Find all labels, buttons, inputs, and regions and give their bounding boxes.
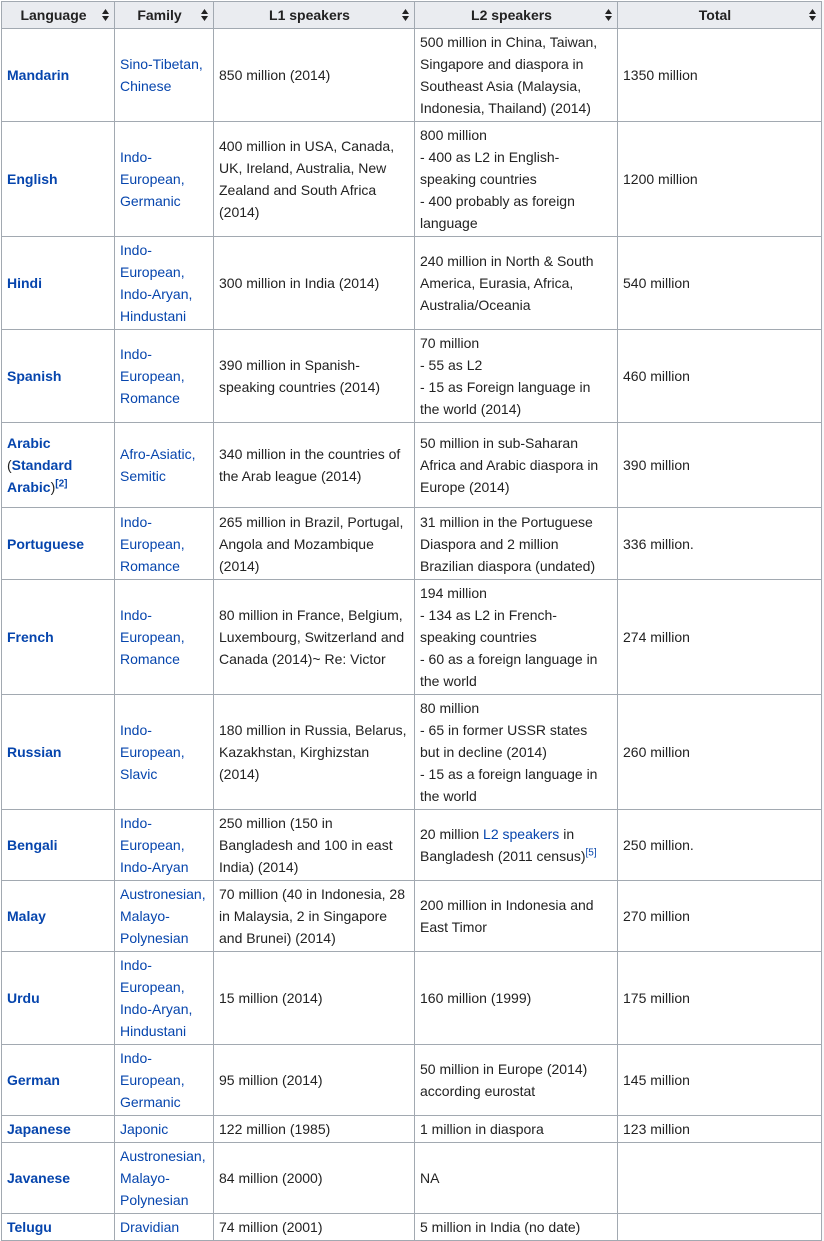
cell-line: East Timor: [420, 919, 487, 935]
family-link[interactable]: European,: [120, 264, 185, 280]
family-link[interactable]: Indo-: [120, 607, 152, 623]
l1-speakers-cell: [214, 1214, 415, 1241]
l2-speakers-cell: [415, 881, 618, 952]
cell-line: (2014): [219, 204, 260, 220]
cell-line: the world: [420, 673, 477, 689]
family-cell: [115, 881, 214, 952]
language-link[interactable]: Urdu: [7, 990, 40, 1006]
cell-line: 850 million (2014): [219, 67, 331, 83]
family-link[interactable]: European,: [120, 979, 185, 995]
cell-line: Indonesia, Thailand) (2014): [420, 100, 591, 116]
family-link[interactable]: European,: [120, 1072, 185, 1088]
reference-link[interactable]: [5]: [585, 847, 597, 859]
sort-arrows-icon[interactable]: [201, 9, 208, 21]
cell-line: speaking countries (2014): [219, 379, 381, 395]
family-cell: [115, 122, 214, 237]
family-link[interactable]: Romance: [120, 557, 180, 574]
cell-line: 50 million in Europe (2014): [420, 1061, 588, 1077]
family-cell: [115, 695, 214, 810]
total-cell: 260 million: [618, 695, 822, 810]
family-link[interactable]: Indo-: [120, 1050, 152, 1066]
family-link[interactable]: Indo-Aryan,: [120, 286, 193, 302]
table-row: [2, 1214, 822, 1241]
cell-line: Africa and Arabic diaspora in: [420, 457, 599, 473]
cell-line: 240 million in North & South: [420, 253, 594, 269]
total-cell: 175 million: [618, 952, 822, 1045]
cell-line: in Malaysia, 2 in Singapore: [219, 908, 388, 924]
total-cell: [618, 1214, 822, 1241]
family-cell: [115, 29, 214, 122]
l2-speakers-cell: [415, 330, 618, 423]
cell-line: speaking countries: [420, 629, 537, 645]
total-cell: 1350 million: [618, 29, 822, 122]
l1-speakers-cell: [214, 423, 415, 508]
l2-speakers-cell: [415, 1116, 618, 1143]
table-row: [2, 122, 822, 237]
cell-line: 300 million in India (2014): [219, 275, 380, 291]
cell-line: Canada (2014)~ Re: Victor: [219, 651, 386, 667]
cell-line: Zealand and South Africa: [219, 182, 377, 198]
family-cell: [115, 1143, 214, 1214]
total-cell: 145 million: [618, 1045, 822, 1116]
table-row: [2, 1045, 822, 1116]
table-row: [2, 810, 822, 881]
family-link[interactable]: Afro-Asiatic,: [120, 446, 196, 462]
cell-line: 800 million: [420, 127, 487, 143]
family-cell: [115, 237, 214, 330]
language-cell: [2, 508, 115, 580]
family-cell: [115, 580, 214, 695]
reference-link[interactable]: [2]: [55, 478, 68, 490]
cell-line: - 15 as Foreign language in: [420, 379, 591, 395]
language-link[interactable]: Mandarin: [7, 67, 70, 83]
family-link[interactable]: Indo-Aryan: [120, 859, 189, 875]
language-link[interactable]: English: [7, 171, 58, 187]
cell-line: Luxembourg, Switzerland and: [219, 629, 405, 645]
family-cell: [115, 1214, 214, 1241]
cell-text: 20 million: [420, 826, 484, 842]
family-link[interactable]: Polynesian: [120, 1192, 189, 1208]
family-link[interactable]: Hindustani: [120, 1023, 187, 1039]
cell-line: - 55 as L2: [420, 357, 483, 373]
language-cell: [2, 237, 115, 330]
l2-speakers-cell: [415, 1214, 618, 1241]
family-link[interactable]: Indo-: [120, 815, 152, 831]
language-cell: [2, 810, 115, 881]
family-cell: [115, 1045, 214, 1116]
cell-line: - 65 in former USSR states: [420, 722, 588, 738]
language-cell: [2, 29, 115, 122]
language-cell: [2, 1143, 115, 1214]
cell-line: 95 million (2014): [219, 1072, 323, 1088]
language-link[interactable]: Javanese: [7, 1170, 71, 1186]
l1-speakers-cell: [214, 237, 415, 330]
l2-speakers-link[interactable]: L2 speakers: [483, 826, 560, 842]
language-link[interactable]: German: [7, 1072, 60, 1088]
cell-line: India) (2014): [219, 859, 299, 875]
cell-line: 340 million in the countries of: [219, 446, 401, 462]
header-l1-speakers[interactable]: L1 speakers: [214, 2, 415, 29]
l2-speakers-cell: [415, 122, 618, 237]
cell-line: and Brunei) (2014): [219, 930, 336, 946]
table-row: [2, 1143, 822, 1214]
family-link[interactable]: Indo-: [120, 242, 152, 258]
total-cell: [618, 1143, 822, 1214]
family-link[interactable]: Indo-: [120, 149, 152, 165]
standard-arabic-link[interactable]: Arabic: [7, 479, 51, 495]
family-link[interactable]: Slavic: [120, 766, 158, 782]
language-variant: [7, 457, 72, 495]
language-link[interactable]: French: [7, 629, 54, 645]
language-cell: [2, 952, 115, 1045]
family-link[interactable]: Semitic: [120, 468, 166, 484]
cell-line: - 60 as a foreign language in: [420, 651, 598, 667]
family-link[interactable]: Japonic: [120, 1121, 169, 1137]
total-cell: 336 million.: [618, 508, 822, 580]
sort-arrows-icon[interactable]: [605, 9, 612, 21]
language-link[interactable]: Russian: [7, 744, 62, 760]
l2-speakers-cell: [415, 695, 618, 810]
cell-line: 1 million in diaspora: [420, 1121, 544, 1137]
l1-speakers-cell: [214, 1143, 415, 1214]
cell-text: in: [559, 826, 575, 842]
language-cell: [2, 1116, 115, 1143]
cell-line: 265 million in Brazil, Portugal,: [219, 513, 404, 530]
family-link[interactable]: Malayo-: [120, 908, 170, 924]
family-link[interactable]: Germanic: [120, 1094, 181, 1110]
table-row: [2, 952, 822, 1045]
cell-line: 80 million: [420, 700, 480, 716]
table-row: [2, 580, 822, 695]
cell-line: Australia/Oceania: [420, 297, 531, 313]
cell-line: speaking countries: [420, 171, 537, 187]
family-link[interactable]: European,: [120, 744, 185, 760]
family-link[interactable]: Indo-: [120, 513, 152, 530]
cell-line: the world (2014): [420, 401, 522, 417]
sort-arrows-icon[interactable]: [809, 9, 816, 21]
l1-speakers-cell: [214, 952, 415, 1045]
family-link[interactable]: European,: [120, 368, 185, 384]
l1-speakers-cell: [214, 1045, 415, 1116]
l1-speakers-cell: [214, 695, 415, 810]
language-link[interactable]: Hindi: [7, 275, 42, 291]
cell-line: Angola and Mozambique: [219, 535, 374, 552]
cell-line: Singapore and diaspora in: [420, 56, 584, 72]
total-cell: 390 million: [618, 423, 822, 508]
cell-line: 5 million in India (no date): [420, 1219, 581, 1235]
family-link[interactable]: Romance: [120, 651, 180, 667]
cell-line: Kazakhstan, Kirghizstan: [219, 744, 370, 760]
language-link[interactable]: Arabic: [7, 435, 51, 451]
family-link[interactable]: Indo-: [120, 957, 152, 973]
cell-line: Bangladesh and 100 in east: [219, 837, 393, 853]
language-cell: [2, 1214, 115, 1241]
cell-line: - 400 as L2 in English-: [420, 149, 560, 165]
family-link[interactable]: Dravidian: [120, 1219, 180, 1235]
language-link[interactable]: Portuguese: [7, 535, 85, 552]
cell-line: 194 million: [420, 585, 487, 601]
cell-line: the world: [420, 788, 477, 804]
cell-line: language: [420, 215, 478, 231]
l2-speakers-cell: [415, 952, 618, 1045]
paren-close: ): [50, 479, 56, 495]
family-cell: [115, 1116, 214, 1143]
l1-speakers-cell: [214, 29, 415, 122]
cell-line: - 400 probably as foreign: [420, 193, 575, 209]
cell-line: NA: [420, 1170, 440, 1186]
cell-line: 500 million in China, Taiwan,: [420, 34, 598, 50]
total-cell: 274 million: [618, 580, 822, 695]
family-link[interactable]: Sino-Tibetan,: [120, 56, 203, 72]
table-row: [2, 1116, 822, 1143]
family-link[interactable]: Malayo-: [120, 1170, 170, 1186]
family-link[interactable]: Hindustani: [120, 308, 187, 324]
cell-line: 50 million in sub-Saharan: [420, 435, 578, 451]
cell-line: according eurostat: [420, 1083, 536, 1099]
table-row: [2, 29, 822, 122]
cell-line: - 15 as a foreign language in: [420, 766, 598, 782]
cell-line: 74 million (2001): [219, 1219, 323, 1235]
l2-speakers-cell: [415, 1045, 618, 1116]
cell-line: America, Eurasia, Africa,: [420, 275, 574, 291]
cell-line: 80 million in France, Belgium,: [219, 607, 403, 623]
table-row: [2, 237, 822, 330]
cell-line: 70 million: [420, 335, 480, 351]
cell-line: 250 million (150 in: [219, 815, 333, 831]
cell-line: 31 million in the Portuguese: [420, 513, 593, 530]
language-link[interactable]: Japanese: [7, 1121, 71, 1137]
family-link[interactable]: Indo-Aryan,: [120, 1001, 193, 1017]
table-row: [2, 695, 822, 810]
cell-line: but in decline (2014): [420, 744, 547, 760]
languages-table: [1, 1, 822, 1241]
total-cell: 460 million: [618, 330, 822, 423]
l1-speakers-cell: [214, 881, 415, 952]
header-l2-speakers[interactable]: L2 speakers: [415, 2, 618, 29]
language-link[interactable]: Malay: [7, 908, 46, 924]
table-row: [2, 881, 822, 952]
cell-line: - 134 as L2 in French-: [420, 607, 557, 623]
cell-line: Brazilian diaspora (undated): [420, 557, 596, 574]
l1-speakers-cell: [214, 810, 415, 881]
cell-text: Bangladesh (2011 census): [420, 848, 586, 864]
family-link[interactable]: European,: [120, 629, 185, 645]
l2-speakers-cell: [415, 29, 618, 122]
l2-speakers-cell: [415, 423, 618, 508]
cell-line: Diaspora and 2 million: [420, 535, 559, 552]
header-total[interactable]: Total: [618, 2, 822, 29]
cell-line: 122 million (1985): [219, 1121, 331, 1137]
table-row: [2, 330, 822, 423]
family-cell: [115, 330, 214, 423]
family-link[interactable]: Chinese: [120, 78, 172, 94]
table-row: [2, 423, 822, 508]
l2-speakers-cell: [415, 508, 618, 580]
total-cell: 123 million: [618, 1116, 822, 1143]
l1-speakers-cell: [214, 580, 415, 695]
language-cell: [2, 423, 115, 508]
family-cell: [115, 952, 214, 1045]
header-row: [2, 2, 822, 29]
language-cell: [2, 1045, 115, 1116]
language-cell: [2, 330, 115, 423]
l1-speakers-cell: [214, 330, 415, 423]
cell-line: 200 million in Indonesia and: [420, 897, 594, 913]
family-cell: [115, 423, 214, 508]
language-cell: [2, 122, 115, 237]
cell-line: the Arab league (2014): [219, 468, 362, 484]
l1-speakers-cell: [214, 122, 415, 237]
l2-speakers-cell: [415, 810, 618, 881]
language-link[interactable]: Spanish: [7, 368, 62, 384]
cell-line: (2014): [219, 766, 260, 782]
language-cell: [2, 580, 115, 695]
cell-line: 15 million (2014): [219, 990, 323, 1006]
l2-speakers-cell: [415, 580, 618, 695]
l1-speakers-cell: [214, 508, 415, 580]
family-link[interactable]: Germanic: [120, 193, 181, 209]
l2-speakers-cell: [415, 1143, 618, 1214]
standard-arabic-link[interactable]: Standard: [11, 457, 73, 473]
l2-speakers-cell: [415, 237, 618, 330]
header-family[interactable]: Family: [115, 2, 214, 29]
header-language[interactable]: Language: [2, 2, 115, 29]
total-cell: 540 million: [618, 237, 822, 330]
cell-line: Southeast Asia (Malaysia,: [420, 78, 582, 94]
family-link[interactable]: European,: [120, 535, 185, 552]
family-link[interactable]: Austronesian,: [120, 886, 206, 902]
sort-arrows-icon[interactable]: [102, 9, 109, 21]
cell-line: UK, Ireland, Australia, New: [219, 160, 387, 176]
family-link[interactable]: Romance: [120, 390, 180, 406]
language-cell: [2, 881, 115, 952]
cell-line: 70 million (40 in Indonesia, 28: [219, 886, 406, 902]
cell-line: 390 million in Spanish-: [219, 357, 360, 373]
table-row: [2, 508, 822, 580]
total-cell: 250 million.: [618, 810, 822, 881]
family-link[interactable]: Austronesian,: [120, 1148, 206, 1164]
family-cell: [115, 508, 214, 580]
cell-line: Europe (2014): [420, 479, 510, 495]
total-cell: 270 million: [618, 881, 822, 952]
l1-speakers-cell: [214, 1116, 415, 1143]
paren-open: (: [7, 457, 12, 473]
language-link[interactable]: Telugu: [7, 1219, 52, 1235]
cell-line: 400 million in USA, Canada,: [219, 138, 395, 154]
cell-line: 84 million (2000): [219, 1170, 323, 1186]
family-link[interactable]: Polynesian: [120, 930, 189, 946]
language-link[interactable]: Bengali: [7, 837, 58, 853]
family-link[interactable]: European,: [120, 837, 185, 853]
family-link[interactable]: Indo-: [120, 722, 152, 738]
family-cell: [115, 810, 214, 881]
family-link[interactable]: Indo-: [120, 346, 152, 362]
total-cell: 1200 million: [618, 122, 822, 237]
sort-arrows-icon[interactable]: [402, 9, 409, 21]
cell-line: 180 million in Russia, Belarus,: [219, 722, 407, 738]
cell-line: (2014): [219, 557, 260, 574]
cell-line: 160 million (1999): [420, 990, 532, 1006]
family-link[interactable]: European,: [120, 171, 185, 187]
language-cell: [2, 695, 115, 810]
